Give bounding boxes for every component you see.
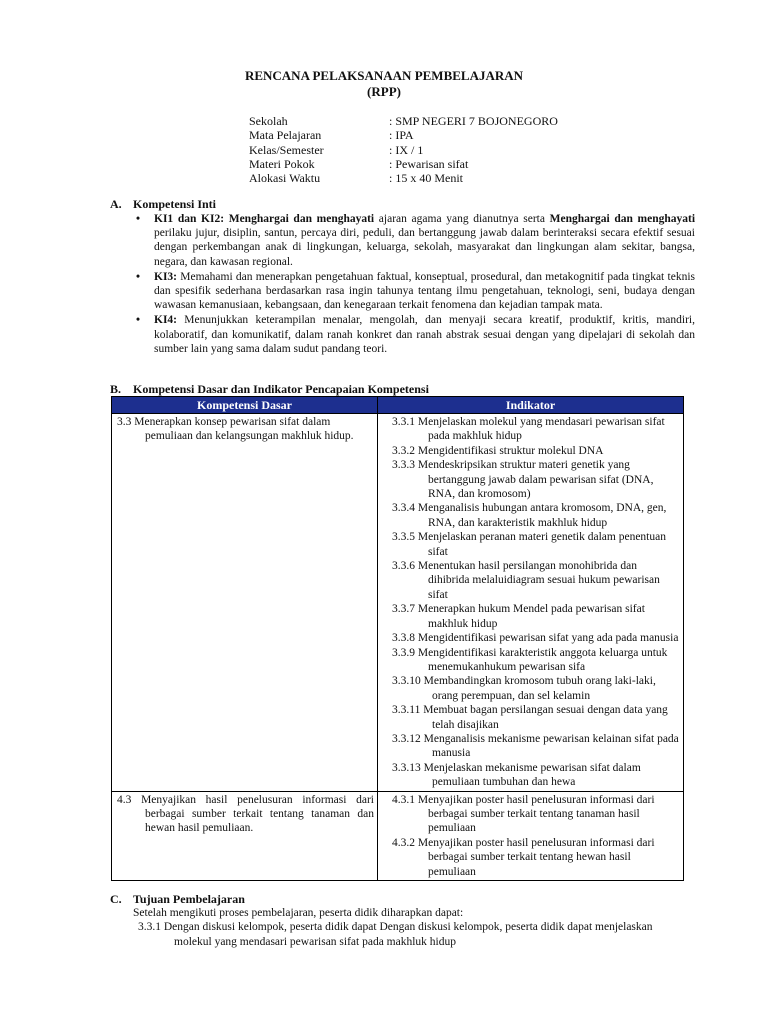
ki-lead: KI3: <box>154 270 177 283</box>
indicator-item: 4.3.2 Menyajikan poster hasil penelusuran informasi dari berbagai sumber terkait tentang hewan hasil pemuliaan <box>392 836 655 878</box>
section-b-heading <box>110 382 429 397</box>
indicator-item: 3.3.7 Menerapkan hukum Mendel pada pewarisan sifat makhluk hidup <box>392 603 645 630</box>
indicator-item: 3.3.3 Mendeskripsikan struktur materi genetik yang bertanggung jawab dalam pewarisan sifat (DNA, RNA, dan kromosom) <box>392 459 654 501</box>
kd-cell <box>112 791 378 880</box>
section-letter: B. <box>110 382 122 396</box>
document-title: RENCANA PELAKSANAAN PEMBELAJARAN <box>244 68 524 83</box>
kd-cell <box>112 414 378 792</box>
indicator-cell <box>378 791 684 880</box>
identity-row-subject <box>249 128 558 142</box>
identity-key: Kelas/Semester <box>249 142 324 157</box>
indicator-item: 3.3.8 Mengidentifikasi pewarisan sifat yang ada pada manusia <box>392 632 679 645</box>
indicator-item: 3.3.10 Membandingkan kromosom tubuh orang laki-laki, orang perempuan, dan sel kelamin <box>392 675 656 702</box>
identity-value: : IPA <box>389 128 414 143</box>
ki-emphasis: Menghargai dan menghayati <box>228 213 375 225</box>
table-row <box>112 791 684 880</box>
section-title: Kompetensi Dasar dan Indikator Pencapaian Kompetensi <box>133 382 429 396</box>
col-header-kd: Kompetensi Dasar <box>112 397 378 414</box>
indicator-item: 3.3.4 Menganalisis hubungan antara kromosom, DNA, gen, RNA, dan karakteristik makhluk hidup <box>392 502 667 529</box>
identity-value: : SMP NEGERI 7 BOJONEGORO <box>389 114 558 128</box>
section-letter: C. <box>110 892 122 906</box>
col-header-indicator: Indikator <box>378 397 684 414</box>
indicator-item: 3.3.6 Menentukan hasil persilangan monohibrida dan dihibrida melaluidiagram sesuai hukum pewarisan sifat <box>392 560 660 601</box>
identity-value: : IX / 1 <box>389 142 424 157</box>
table-header-row <box>112 397 684 414</box>
identity-key: Mata Pelajaran <box>249 128 322 143</box>
ki-text: perilaku jujur, disiplin, santun, percaya diri, peduli, dan bertanggung jawab dalam berinteraksi secara efektif sesuai dengan perkembangan anak di lingkungan, keluarga, sekolah, masyarakat dan lingkungan alam sekitar, bangsa, negara, dan kawasan regional. <box>154 227 695 268</box>
indicator-item: 3.3.2 Mengidentifikasi struktur molekul DNA <box>392 444 604 457</box>
ki-text: Memahami dan menerapkan pengetahuan faktual, konseptual, prosedural, dan metakognitif pada tingkat teknis dan spesifik sederhana berdasarkan rasa ingin tahunya tentang ilmu pengetahuan, teknologi, seni, budaya dengan wawasan kemanusiaan, kebangsaan, dan kenegaraan terkait fenomena dan kejadian tampak mata. <box>154 270 695 312</box>
ki4-item <box>136 313 695 356</box>
ki3-item <box>136 270 695 313</box>
section-title: Tujuan Pembelajaran <box>133 892 245 906</box>
section-letter: A. <box>110 197 122 211</box>
ki-emphasis: Menghargai dan menghayati <box>549 213 696 225</box>
identity-block <box>249 114 558 185</box>
indicator-cell <box>378 414 684 792</box>
section-c-heading <box>110 892 245 907</box>
ki-lead: KI4: <box>154 314 177 327</box>
kd-text: 4.3 Menyajikan hasil penelusuran informasi dari berbagai sumber terkait tentang tanaman dan hewan hasil pemuliaan. <box>117 793 374 835</box>
identity-value: : Pewarisan sifat <box>389 156 469 171</box>
indicator-item: 3.3.1 Menjelaskan molekul yang mendasari pewarisan sifat pada makhluk hidup <box>392 416 665 443</box>
bullet: • <box>136 213 141 225</box>
identity-key: Sekolah <box>249 114 288 128</box>
identity-row-class <box>249 143 558 157</box>
tujuan-item-text: 3.3.1 Dengan diskusi kelompok, peserta didik dapat Dengan diskusi kelompok, peserta didik dapat menjelaskan molekul yang mendasari pewarisan sifat pada makhluk hidup <box>138 921 653 948</box>
ki1-item <box>136 212 696 269</box>
identity-value: : 15 x 40 Menit <box>389 171 463 186</box>
identity-key: Materi Pokok <box>249 156 315 171</box>
kompetensi-inti-list <box>136 212 696 357</box>
table-row <box>112 414 684 792</box>
indicator-item: 3.3.11 Membuat bagan persilangan sesuai dengan data yang telah disajikan <box>392 704 668 731</box>
document-subtitle: (RPP) <box>367 84 401 99</box>
ki-lead: KI1 dan KI2: <box>154 213 225 225</box>
ki-text: ajaran agama yang dianutnya serta <box>374 213 550 225</box>
bullet: • <box>136 270 141 283</box>
bullet: • <box>136 314 141 327</box>
tujuan-intro: Setelah mengikuti proses pembelajaran, peserta didik diharapkan dapat: <box>133 907 464 919</box>
identity-row-time <box>249 171 558 185</box>
section-a-heading <box>110 197 216 212</box>
identity-row-school <box>249 114 558 128</box>
section-title: Kompetensi Inti <box>133 197 217 211</box>
tujuan-item <box>138 920 653 949</box>
indicator-item: 4.3.1 Menyajikan poster hasil penelusuran informasi dari berbagai sumber terkait tentang tanaman hasil pemuliaan <box>392 793 655 835</box>
indicator-item: 3.3.9 Mengidentifikasi karakteristik anggota keluarga untuk menemukanhukum pewarisan sifa <box>392 646 668 673</box>
indicator-item: 3.3.5 Menjelaskan peranan materi genetik dalam penentuan sifat <box>392 531 666 558</box>
ki-text: Menunjukkan keterampilan menalar, mengolah, dan menyaji secara kreatif, produktif, kritis, mandiri, kolaboratif, dan komunikatif, dalam ranah konkret dan ranah abstrak sesuai dengan yang dipelajari di sekolah dan sumber lain yang sama dalam sudut pandang teori. <box>154 314 695 355</box>
kd-text: 3.3 Menerapkan konsep pewarisan sifat dalam pemuliaan dan kelangsungan makhluk hidup. <box>117 416 354 443</box>
identity-key: Alokasi Waktu <box>249 171 321 186</box>
indicator-item: 3.3.12 Menganalisis mekanisme pewarisan kelainan sifat pada manusia <box>392 732 679 760</box>
indicator-item: 3.3.13 Menjelaskan mekanisme pewarisan sifat dalam pemuliaan tumbuhan dan hewa <box>392 761 641 789</box>
identity-row-topic <box>249 157 558 171</box>
kd-indicator-table <box>111 396 684 881</box>
